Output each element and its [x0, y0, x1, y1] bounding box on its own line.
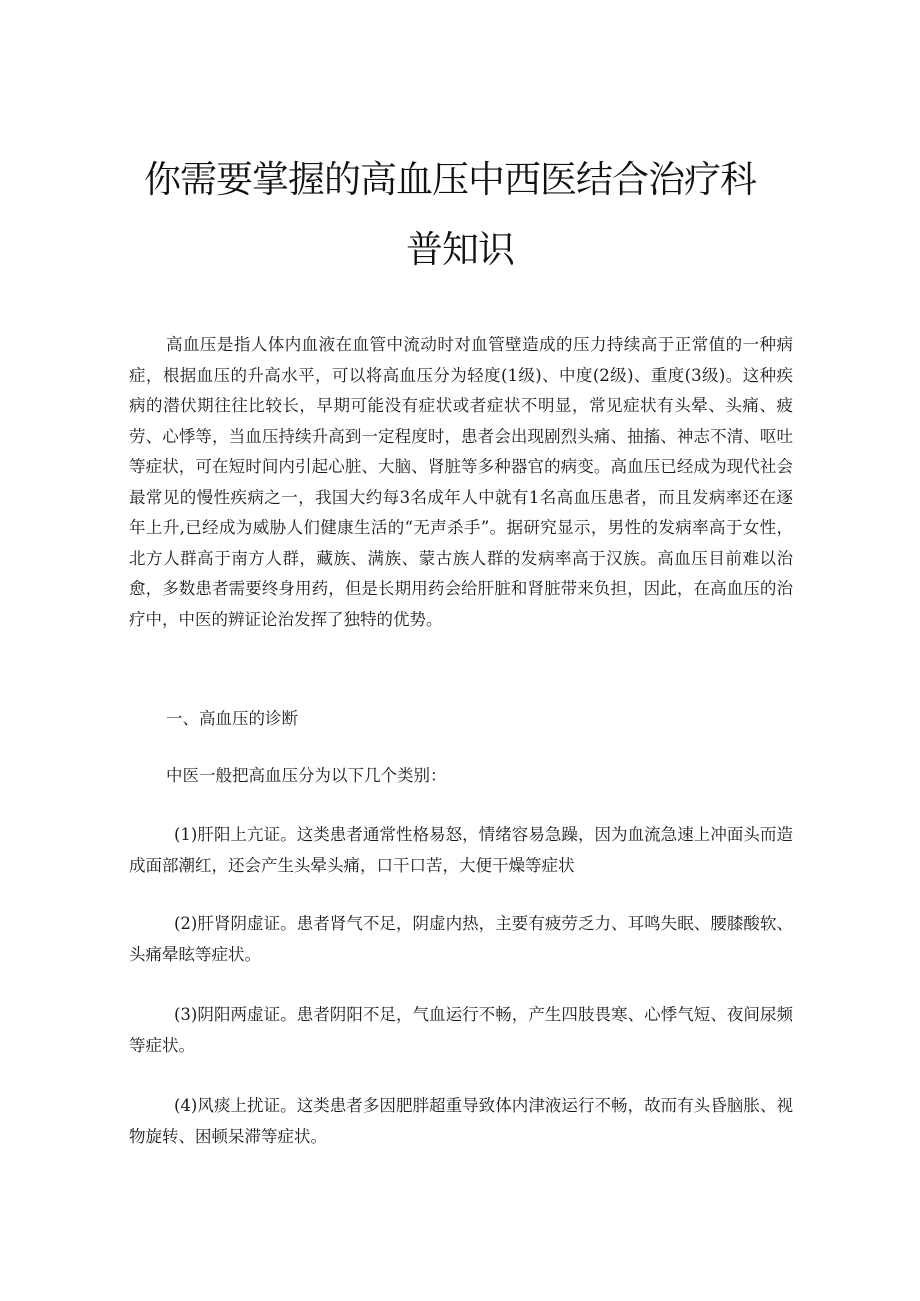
page-title-line-1: 你需要掌握的高血压中西医结合治疗科: [144, 158, 756, 201]
category-item-2: (2)肝肾阴虚证。患者肾气不足，阴虚内热，主要有疲劳乏力、耳鸣失眠、腰膝酸软、头痛晕眩等症状。: [129, 914, 793, 964]
category-item-4: (4)风痰上扰证。这类患者多因肥胖超重导致体内津液运行不畅，故而有头昏脑胀、视物旋转、困顿呆滞等症状。: [129, 1096, 793, 1146]
category-item-3: (3)阴阳两虚证。患者阴阳不足，气血运行不畅，产生四肢畏寒、心悸气短、夜间尿频等症状。: [129, 1005, 793, 1055]
section-heading-diagnosis: 一、高血压的诊断: [166, 709, 298, 728]
category-item-1: (1)肝阳上亢证。这类患者通常性格易怒，情绪容易急躁，因为血流急速上冲面头而造成面部潮红，还会产生头晕头痛，口干口苦，大便干燥等症状: [129, 825, 793, 875]
categories-intro: 中医一般把高血压分为以下几个类别：: [166, 766, 447, 785]
intro-paragraph: 高血压是指人体内血液在血管中流动时对血管壁造成的压力持续高于正常值的一种病症，根据血压的升高水平，可以将高血压分为轻度(1级)、中度(2级)、重度(3级)。这种疾病的潜伏期往往比较长，早期可能没有症状或者症状不明显，常见症状有头晕、头痛、疲劳、心悸等，当血压持续升高到一定程度时，患者会出现剧烈头痛、抽搐、神志不清、呕吐等症状，可在短时间内引起心脏、大脑、肾脏等多种器官的病变。高血压已经成为现代社会最常见的慢性疾病之一，我国大约每3名成年人中就有1名高血压患者，而且发病率还在逐年上升,已经成为威胁人们健康生活的“无声杀手”。据研究显示，男性的发病率高于女性，北方人群高于南方人群，藏族、满族、蒙古族人群的发病率高于汉族。高血压目前难以治愈，多数患者需要终身用药，但是长期用药会给肝脏和肾脏带来负担，因此，在高血压的治疗中，中医的辨证论治发挥了独特的优势。: [129, 335, 793, 629]
page-title-line-2: 普知识: [406, 228, 514, 271]
